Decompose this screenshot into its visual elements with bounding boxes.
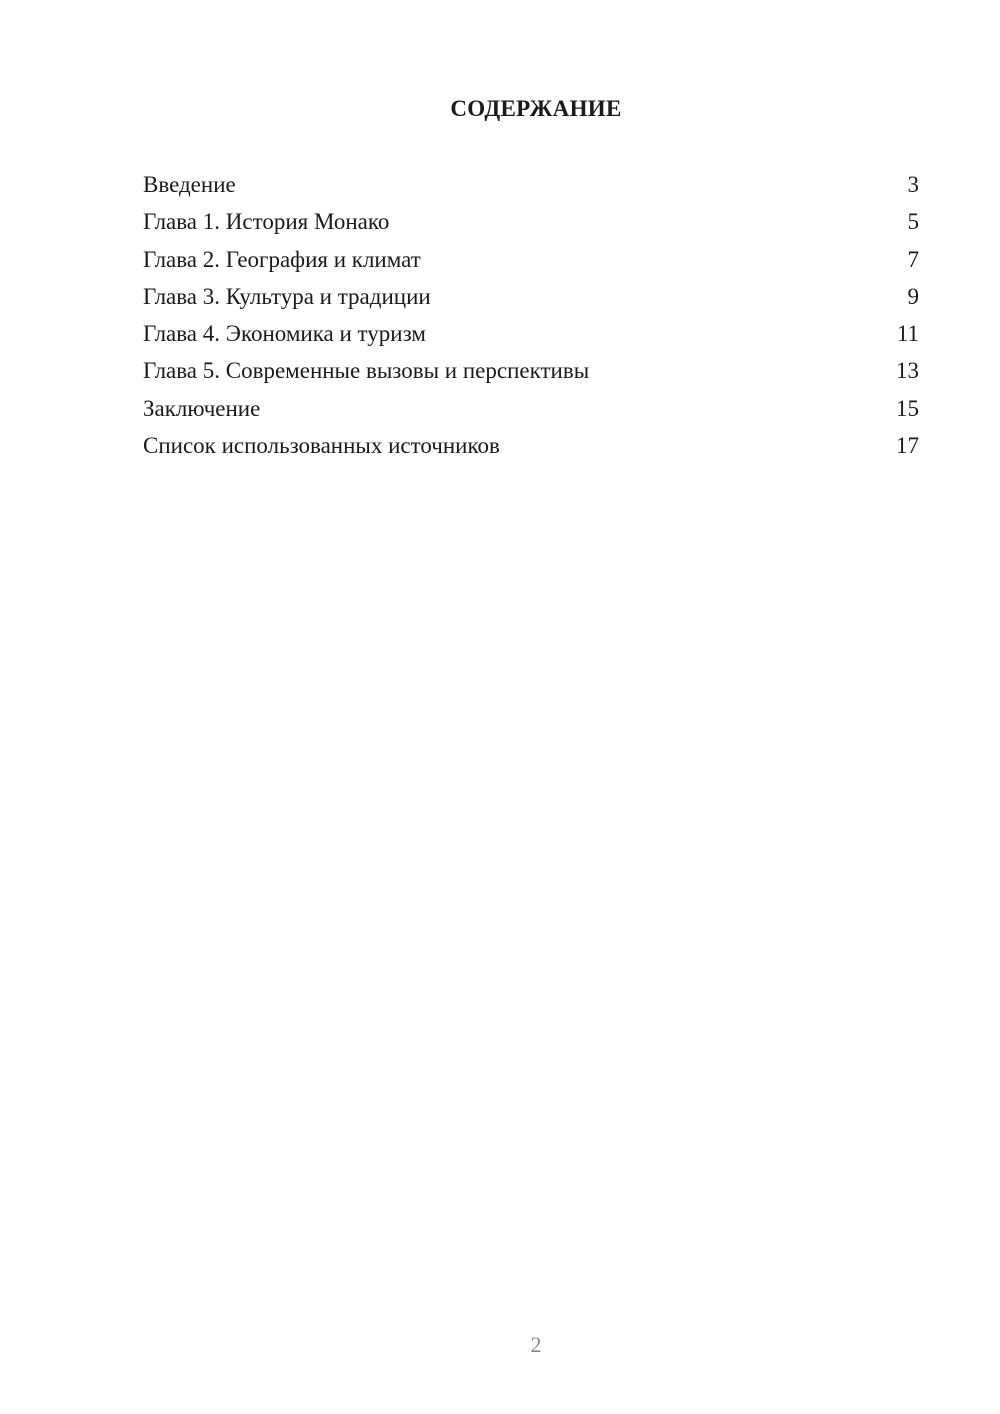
table-of-contents [143,168,919,466]
toc-entry-chapter-1 [143,205,919,242]
page-number: 2 [530,1332,542,1357]
toc-entry-chapter-2 [143,243,919,280]
toc-entry-chapter-3 [143,280,919,317]
toc-entry-title: Введение [143,172,236,197]
toc-entry-page: 9 [907,283,919,309]
toc-entry-title: Заключение [143,395,261,421]
toc-entry-references [143,429,919,466]
toc-entry-title: Список использованных источников [143,433,500,459]
toc-entry-title: Глава 4. Экономика и туризм [143,321,426,347]
toc-entry-introduction [143,168,919,205]
toc-entry-page: 15 [896,395,919,421]
toc-entry-chapter-5 [143,354,919,391]
toc-entry-title: Глава 1. История Монако [143,209,390,235]
toc-entry-page: 3 [907,172,919,197]
toc-entry-conclusion [143,392,919,429]
toc-entry-page: 7 [907,246,919,272]
page-title: СОДЕРЖАНИЕ [450,96,622,121]
toc-entry-title: Глава 5. Современные вызовы и перспективы [143,358,590,384]
toc-entry-page: 17 [896,433,919,459]
toc-entry-title: Глава 3. Культура и традиции [143,283,431,309]
toc-entry-page: 13 [896,358,919,384]
toc-entry-chapter-4 [143,317,919,354]
toc-entry-title: Глава 2. География и климат [143,246,421,272]
toc-entry-page: 11 [896,321,919,347]
toc-entry-page: 5 [907,209,919,235]
